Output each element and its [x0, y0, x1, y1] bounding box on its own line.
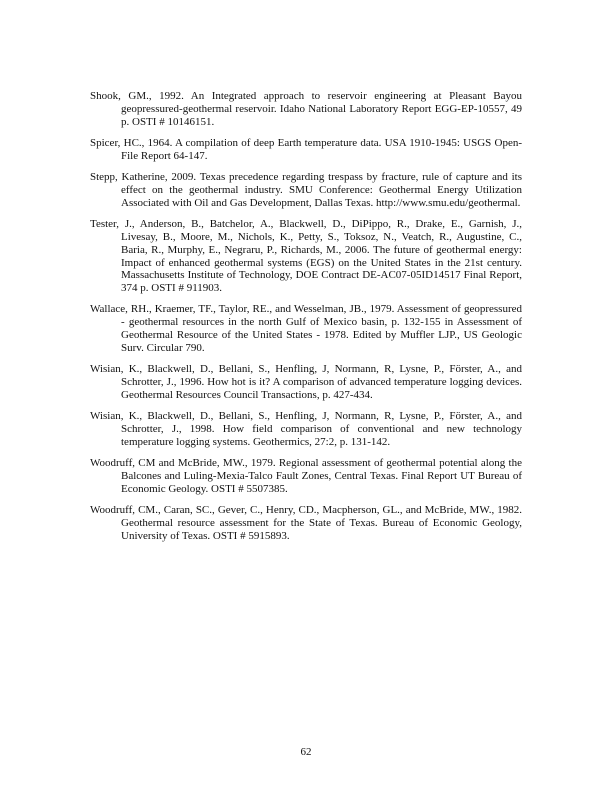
reference-entry: Stepp, Katherine, 2009. Texas precedence regarding trespass by fracture, rule of capture and its effect on the geothermal industry. SMU Conference: Geothermal Energy Utilization Associated with Oil and Gas Development, Dallas Texas. http://www.smu.edu/geothermal.	[90, 170, 522, 209]
reference-list	[90, 90, 522, 551]
reference-entry: Tester, J., Anderson, B., Batchelor, A., Blackwell, D., DiPippo, R., Drake, E., Garnish, J., Livesay, B., Moore, M., Nichols, K., Petty, S., Toksoz, N., Veatch, R., Augustine, C., Baria, R., Murphy, E., Negraru, P., Richards, M., 2006. The future of geothermal energy: Impact of enhanced geothermal systems (EGS) on the United States in the 21st century. Massachusetts Institute of Technology, DOE Contract DE-AC07-05ID14517 Final Report, 374 p. OSTI # 911903.	[90, 217, 522, 295]
reference-entry: Woodruff, CM and McBride, MW., 1979. Regional assessment of geothermal potential along the Balcones and Luling-Mexia-Talco Fault Zones, Central Texas. Final Report UT Bureau of Economic Geology. OSTI # 5507385.	[90, 457, 522, 495]
reference-entry: Wallace, RH., Kraemer, TF., Taylor, RE., and Wesselman, JB., 1979. Assessment of geopressured - geothermal resources in the north Gulf of Mexico basin, p. 132-155 in Assessment of Geothermal Resource of the United States - 1978. Edited by Muffler LJP., US Geologic Surv. Circular 790.	[90, 303, 522, 355]
reference-entry: Wisian, K., Blackwell, D., Bellani, S., Henfling, J, Normann, R, Lysne, P., Förster, A., and Schrotter, J., 1998. How field comparison of conventional and new technology temperature logging systems. Geothermics, 27:2, p. 131-142.	[90, 410, 522, 448]
reference-entry: Spicer, HC., 1964. A compilation of deep Earth temperature data. USA 1910-1945: USGS Open-File Report 64-147.	[90, 136, 522, 162]
reference-entry: Wisian, K., Blackwell, D., Bellani, S., Henfling, J, Normann, R, Lysne, P., Förster, A., and Schrotter, J., 1996. How hot is it? A comparison of advanced temperature logging devices. Geothermal Resources Council Transactions, p. 427-434.	[90, 363, 522, 402]
reference-entry: Shook, GM., 1992. An Integrated approach to reservoir engineering at Pleasant Bayou geopressured-geothermal reservoir. Idaho National Laboratory Report EGG-EP-10557, 49 p. OSTI # 10146151.	[90, 90, 522, 128]
reference-entry: Woodruff, CM., Caran, SC., Gever, C., Henry, CD., Macpherson, GL., and McBride, MW., 1982. Geothermal resource assessment for the State of Texas. Bureau of Economic Geology, University of Texas. OSTI # 5915893.	[90, 503, 522, 542]
page-number: 62	[300, 746, 312, 758]
